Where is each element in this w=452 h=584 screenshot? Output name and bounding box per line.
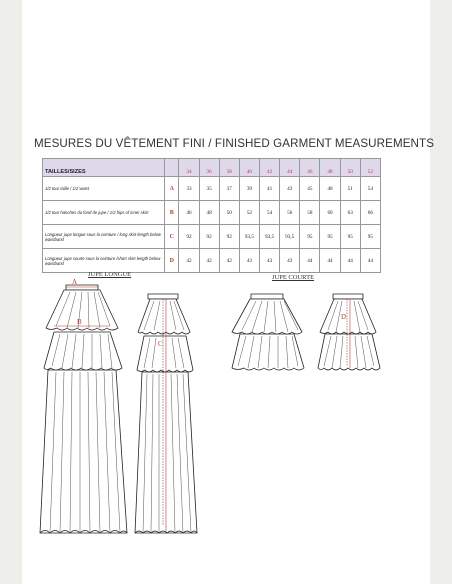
page-title: MESURES DU VÊTEMENT FINI / FINISHED GARMENT MEASUREMENTS <box>34 137 435 150</box>
table-cell: 58 <box>300 201 320 225</box>
table-cell: 93,5 <box>280 225 300 249</box>
marker-d-label: D <box>341 313 347 321</box>
table-header-label: TAILLES/SIZES <box>43 159 165 177</box>
row-label: 1/2 tour hanches du fond de jupe / 1/2 hips of inner skirt <box>43 201 165 225</box>
table-cell: 95 <box>300 225 320 249</box>
table-cell: 39 <box>239 177 259 201</box>
table-cell: 60 <box>320 201 340 225</box>
table-cell: 92 <box>179 225 199 249</box>
size-header: 50 <box>340 159 360 177</box>
size-header: 46 <box>300 159 320 177</box>
table-cell: 42 <box>179 249 199 273</box>
table-cell: 95 <box>340 225 360 249</box>
table-cell: 44 <box>360 249 380 273</box>
long-skirt-front-illustration <box>40 285 127 533</box>
table-cell: 41 <box>259 177 279 201</box>
long-skirt-back-illustration <box>135 294 197 533</box>
table-cell: 35 <box>199 177 219 201</box>
row-label: Longueur jupe longue sous la ceinture / long skirt length below waistband <box>43 225 165 249</box>
table-cell: 44 <box>300 249 320 273</box>
table-cell: 43 <box>280 177 300 201</box>
marker-a-label: A <box>72 278 78 286</box>
short-skirt-front-illustration <box>232 294 304 370</box>
size-header: 36 <box>199 159 219 177</box>
table-cell: 95 <box>360 225 380 249</box>
row-letter: B <box>165 201 179 225</box>
table-cell: 46 <box>179 201 199 225</box>
table-cell: 48 <box>320 177 340 201</box>
table-cell: 54 <box>360 177 380 201</box>
table-cell: 37 <box>219 177 239 201</box>
table-cell: 56 <box>280 201 300 225</box>
table-cell: 52 <box>239 201 259 225</box>
table-cell: 43 <box>280 249 300 273</box>
table-cell: 44 <box>340 249 360 273</box>
table-cell: 50 <box>219 201 239 225</box>
table-cell: 43 <box>239 249 259 273</box>
table-cell: 93,5 <box>239 225 259 249</box>
marker-c-label: C <box>158 340 163 348</box>
size-header: 42 <box>259 159 279 177</box>
row-label: Longueur jupe courte sous la ceinture /short skirt length below waistband <box>43 249 165 273</box>
table-cell: 54 <box>259 201 279 225</box>
marker-b-label: B <box>77 318 82 326</box>
row-letter: A <box>165 177 179 201</box>
table-cell: 48 <box>199 201 219 225</box>
size-header: 44 <box>280 159 300 177</box>
table-cell: 43 <box>259 249 279 273</box>
table-cell: 92 <box>219 225 239 249</box>
short-skirt-back-illustration <box>318 294 380 370</box>
table-cell: 51 <box>340 177 360 201</box>
row-label: 1/2 tour taille / 1/2 waist <box>43 177 165 201</box>
long-skirt-title: JUPE LONGUE <box>88 271 132 278</box>
table-cell: 33 <box>179 177 199 201</box>
row-letter: C <box>165 225 179 249</box>
table-cell: 92 <box>199 225 219 249</box>
row-letter: D <box>165 249 179 273</box>
table-cell: 44 <box>320 249 340 273</box>
size-header: 40 <box>239 159 259 177</box>
size-header: 48 <box>320 159 340 177</box>
table-cell: 42 <box>199 249 219 273</box>
table-cell: 45 <box>300 177 320 201</box>
table-cell: 66 <box>360 201 380 225</box>
size-header: 38 <box>219 159 239 177</box>
table-cell: 95 <box>320 225 340 249</box>
table-cell: 42 <box>219 249 239 273</box>
table-cell: 93,5 <box>259 225 279 249</box>
short-skirt-title: JUPE COURTE <box>272 274 315 281</box>
table-cell: 63 <box>340 201 360 225</box>
size-header: 34 <box>179 159 199 177</box>
size-header: 52 <box>360 159 380 177</box>
